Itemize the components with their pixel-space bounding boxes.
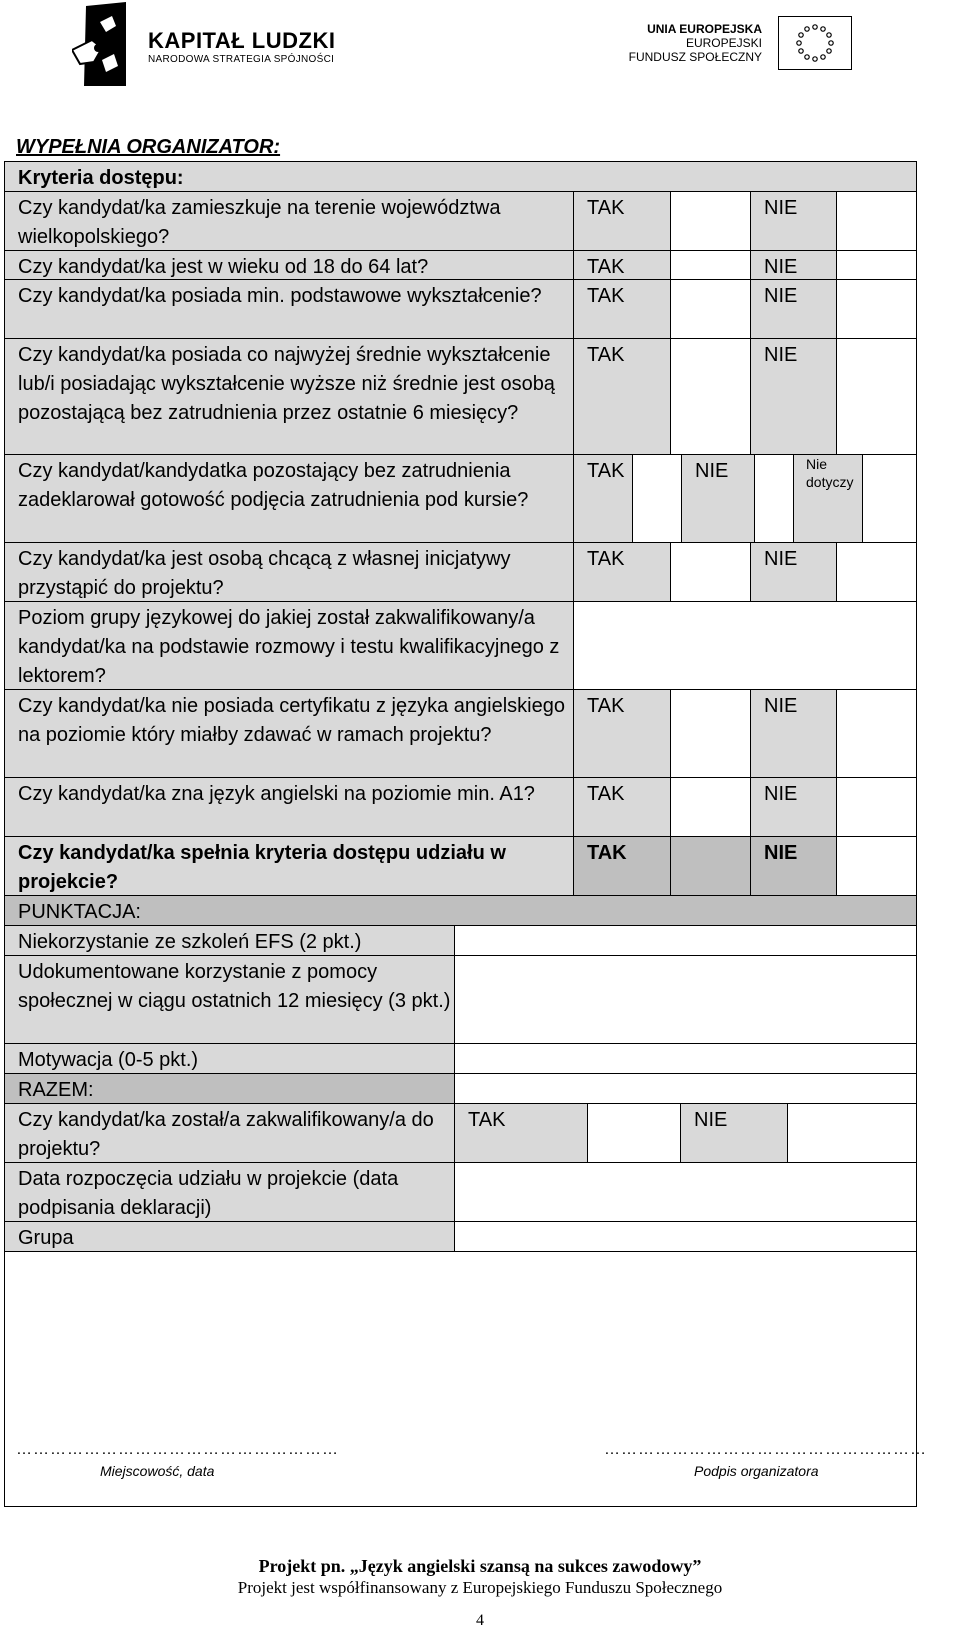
q5-nie-dotyczy-box[interactable]	[862, 454, 917, 543]
group-field[interactable]	[454, 1221, 917, 1252]
q1-tak-box[interactable]	[670, 191, 751, 251]
question-1: Czy kandydat/ka zamieszkuje na terenie województwa wielkopolskiego?	[4, 191, 574, 251]
cofinanced-note: Projekt jest współfinansowany z Europejskiego Funduszu Społecznego	[237, 1578, 723, 1597]
ue-line2: EUROPEJSKI	[685, 36, 762, 50]
ue-line1: UNIA EUROPEJSKA	[647, 22, 762, 36]
q10-tak-box[interactable]	[670, 836, 751, 896]
total-field[interactable]	[454, 1073, 917, 1104]
ue-line3: FUNDUSZ SPOŁECZNY	[628, 50, 762, 64]
q7-answer-field[interactable]	[573, 601, 917, 690]
kapital-ludzki-subtitle: NARODOWA STRATEGIA SPÓJNOŚCI	[148, 54, 335, 65]
q5-tak-label: TAK	[573, 454, 633, 543]
q1-tak-label: TAK	[573, 191, 671, 251]
q2-tak-box[interactable]	[670, 250, 751, 280]
qualified-tak-label: TAK	[454, 1103, 588, 1163]
start-date-field[interactable]	[454, 1162, 917, 1222]
q10-nie-label: NIE	[750, 836, 837, 896]
q5-nie-box[interactable]	[754, 454, 794, 543]
organizer-signature-caption: Podpis organizatora	[694, 1463, 819, 1479]
score-efs-field[interactable]	[454, 925, 917, 956]
project-title: Projekt pn. „Język angielski szansą na sukces zawodowy”	[258, 1556, 702, 1576]
score-social-aid-field[interactable]	[454, 955, 917, 1044]
question-5: Czy kandydat/kandydatka pozostający bez zatrudnienia zadeklarował gotowość podjęcia zatrudnienia pod kursie?	[4, 454, 574, 543]
q9-nie-label: NIE	[750, 777, 837, 837]
q5-tak-box[interactable]	[632, 454, 682, 543]
section-title: WYPEŁNIA ORGANIZATOR:	[16, 136, 281, 158]
question-7: Poziom grupy językowej do jakiej został zakwalifikowany/a kandydat/ka na podstawie rozmowy i testu kwalifikacyjnego z lektorem?	[4, 601, 574, 690]
question-4: Czy kandydat/ka posiada co najwyżej średnie wykształcenie lub/i posiadając wykształcenie wyższe niż średnie jest osobą pozostającą bez zatrudnienia przez ostatnie 6 miesięcy?	[4, 338, 574, 455]
qualified-nie-label: NIE	[680, 1103, 788, 1163]
q8-tak-label: TAK	[573, 689, 671, 778]
score-efs: Niekorzystanie ze szkoleń EFS (2 pkt.)	[4, 925, 455, 956]
question-8: Czy kandydat/ka nie posiada certyfikatu z języka angielskiego na poziomie który miałby zdawać w ramach projektu?	[4, 689, 574, 778]
question-2: Czy kandydat/ka jest w wieku od 18 do 64 lat?	[4, 250, 574, 280]
q1-nie-box[interactable]	[836, 191, 917, 251]
question-10: Czy kandydat/ka spełnia kryteria dostępu udziału w projekcie?	[4, 836, 574, 896]
score-motivation-field[interactable]	[454, 1043, 917, 1074]
score-social-aid: Udokumentowane korzystanie z pomocy społecznej w ciągu ostatnich 12 miesięcy (3 pkt.)	[4, 955, 455, 1044]
kapital-ludzki-title: KAPITAŁ LUDZKI	[148, 28, 336, 53]
q9-tak-box[interactable]	[670, 777, 751, 837]
q4-nie-label: NIE	[750, 338, 837, 455]
kryteria-header: Kryteria dostępu:	[4, 161, 917, 192]
place-date-caption: Miejscowość, data	[100, 1463, 215, 1479]
question-6: Czy kandydat/ka jest osobą chcącą z własnej inicjatywy przystąpić do projektu?	[4, 542, 574, 602]
q1-nie-label: NIE	[750, 191, 837, 251]
q6-tak-box[interactable]	[670, 542, 751, 602]
q3-nie-box[interactable]	[836, 279, 917, 339]
punktacja-header: PUNKTACJA:	[4, 895, 917, 926]
q9-tak-label: TAK	[573, 777, 671, 837]
signature-line[interactable]: …………………………………………………	[604, 1441, 927, 1458]
qualified-nie-box[interactable]	[787, 1103, 917, 1163]
q8-nie-box[interactable]	[836, 689, 917, 778]
q4-tak-label: TAK	[573, 338, 671, 455]
total-label: RAZEM:	[4, 1073, 455, 1104]
q4-nie-box[interactable]	[836, 338, 917, 455]
q3-nie-label: NIE	[750, 279, 837, 339]
q2-nie-box[interactable]	[836, 250, 917, 280]
q10-tak-label: TAK	[573, 836, 671, 896]
q6-tak-label: TAK	[573, 542, 671, 602]
q8-tak-box[interactable]	[670, 689, 751, 778]
group-label: Grupa	[4, 1221, 455, 1252]
q5-nie-label: NIE	[681, 454, 755, 543]
q5-nie-dotyczy-label: Nie dotyczy	[793, 454, 863, 543]
qualified-question: Czy kandydat/ka został/a zakwalifikowany/a do projektu?	[4, 1103, 455, 1163]
question-3: Czy kandydat/ka posiada min. podstawowe wykształcenie?	[4, 279, 574, 339]
place-date-line[interactable]: …………………………………………………	[16, 1441, 339, 1458]
q3-tak-label: TAK	[573, 279, 671, 339]
q4-tak-box[interactable]	[670, 338, 751, 455]
q2-tak-label: TAK	[573, 250, 671, 280]
qualified-tak-box[interactable]	[587, 1103, 681, 1163]
q8-nie-label: NIE	[750, 689, 837, 778]
question-9: Czy kandydat/ka zna język angielski na poziomie min. A1?	[4, 777, 574, 837]
q6-nie-box[interactable]	[836, 542, 917, 602]
q6-nie-label: NIE	[750, 542, 837, 602]
q2-nie-label: NIE	[750, 250, 837, 280]
score-motivation: Motywacja (0-5 pkt.)	[4, 1043, 455, 1074]
start-date-label: Data rozpoczęcia udziału w projekcie (data podpisania deklaracji)	[4, 1162, 455, 1222]
q10-nie-box[interactable]	[836, 836, 917, 896]
q9-nie-box[interactable]	[836, 777, 917, 837]
q3-tak-box[interactable]	[670, 279, 751, 339]
page-number: 4	[476, 1612, 484, 1629]
